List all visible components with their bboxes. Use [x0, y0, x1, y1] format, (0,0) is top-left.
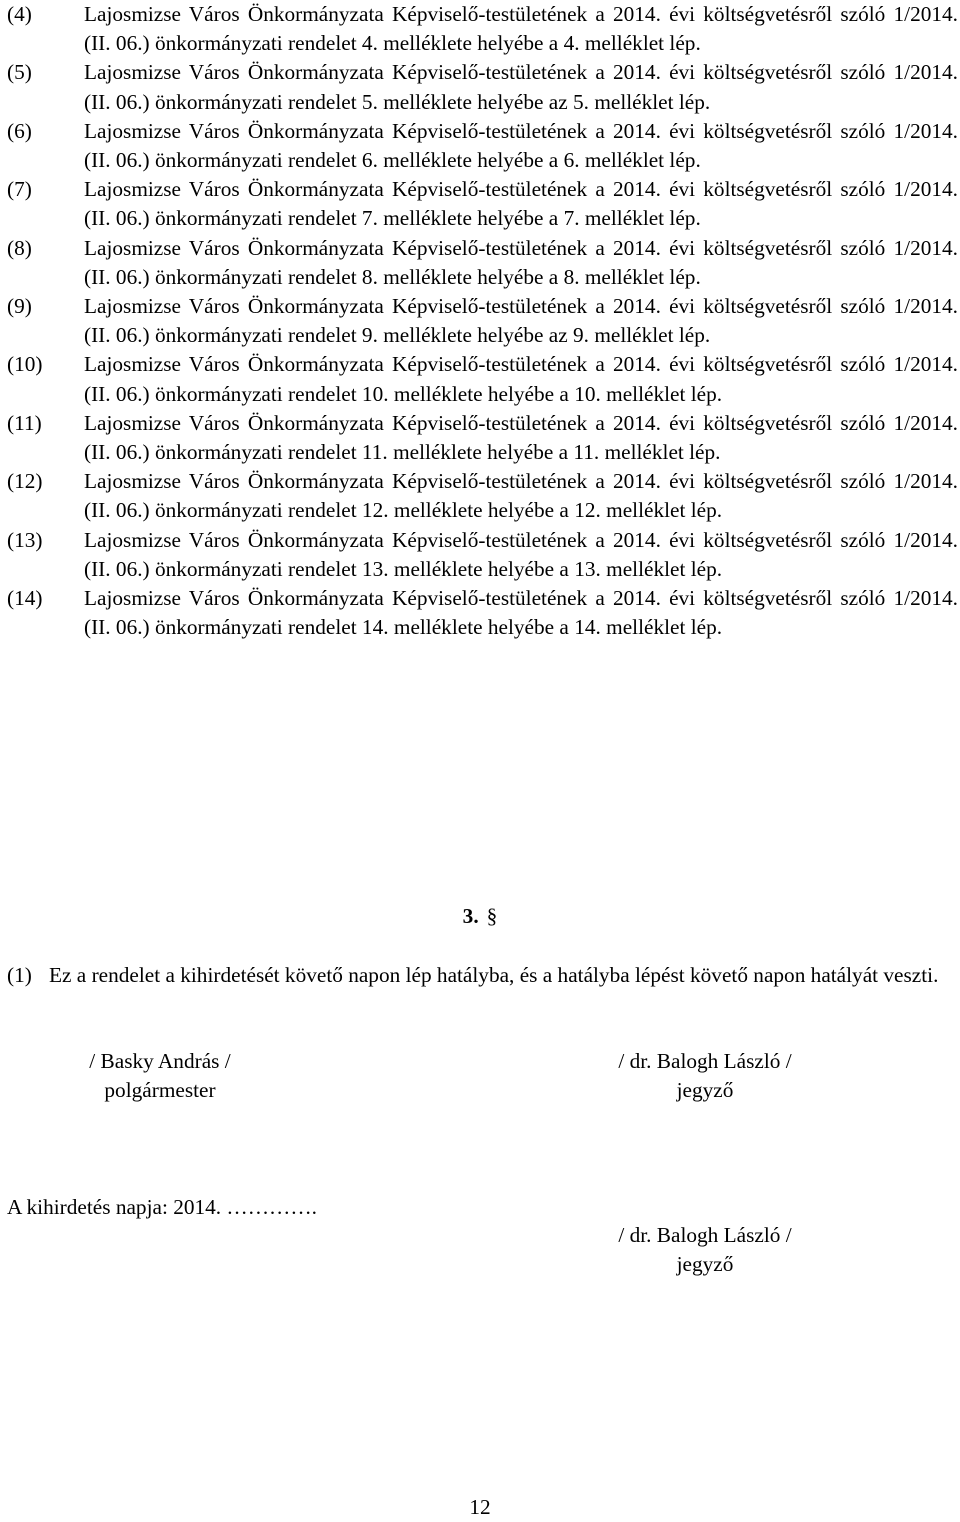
list-item [7, 467, 960, 525]
section-symbol: § [486, 904, 498, 928]
item-number: (4) [7, 2, 32, 26]
paragraph-text: Ez a rendelet a kihirdetését követő napon lép hatályba, és a hatályba lépést követő napon hatályát veszti. [49, 963, 939, 987]
announcement-date: A kihirdetés napja: 2014. …………. [7, 1195, 317, 1219]
item-text: Lajosmizse Város Önkormányzata Képviselő-testületének a 2014. évi költségvetésről szóló 1/2014. (II. 06.) önkormányzati rendelet 9. melléklete helyébe az 9. melléklet lép. [84, 294, 958, 348]
paragraph-number: (1) [7, 963, 32, 987]
footer-notary-signature [585, 1221, 825, 1279]
list-item [7, 234, 960, 292]
list-item [7, 409, 960, 467]
list-item [7, 117, 960, 175]
footer-notary-name: / dr. Balogh László / [618, 1223, 792, 1247]
item-number: (11) [7, 410, 42, 435]
item-text: Lajosmizse Város Önkormányzata Képviselő-testületének a 2014. évi költségvetésről szóló 1/2014. (II. 06.) önkormányzati rendelet 12. melléklete helyébe a 12. melléklet lép. [84, 469, 958, 523]
list-item [7, 526, 960, 584]
amendment-list [7, 0, 960, 642]
item-text: Lajosmizse Város Önkormányzata Képviselő-testületének a 2014. évi költségvetésről szóló 1/2014. (II. 06.) önkormányzati rendelet 11. melléklete helyébe a 11. melléklet lép. [84, 410, 958, 465]
list-item [7, 350, 960, 408]
page-number: 12 [469, 1495, 491, 1519]
item-text: Lajosmizse Város Önkormányzata Képviselő-testületének a 2014. évi költségvetésről szóló 1/2014. (II. 06.) önkormányzati rendelet 10. melléklete helyébe a 10. melléklet lép. [84, 352, 958, 406]
item-text: Lajosmizse Város Önkormányzata Képviselő-testületének a 2014. évi költségvetésről szóló 1/2014. (II. 06.) önkormányzati rendelet 6. melléklete helyébe a 6. melléklet lép. [84, 118, 958, 173]
item-number: (6) [7, 118, 32, 143]
item-number: (12) [7, 469, 43, 494]
list-item [7, 58, 960, 116]
paragraph [7, 961, 960, 990]
section-number: 3. [462, 904, 479, 928]
item-number: (9) [7, 294, 32, 319]
mayor-title: polgármester [104, 1078, 216, 1103]
notary-title: jegyző [676, 1078, 734, 1103]
item-number: (13) [7, 527, 43, 552]
item-text: Lajosmizse Város Önkormányzata Képviselő-testületének a 2014. évi költségvetésről szóló 1/2014. (II. 06.) önkormányzati rendelet 5. melléklete helyébe az 5. melléklet lép. [84, 60, 958, 114]
item-number: (14) [7, 586, 43, 611]
mayor-signature [60, 1047, 260, 1105]
item-number: (8) [7, 235, 32, 260]
list-item [7, 584, 960, 642]
mayor-name: / Basky András / [89, 1049, 231, 1073]
footer-notary-title: jegyző [676, 1252, 734, 1277]
item-text: Lajosmizse Város Önkormányzata Képviselő-testületének a 2014. évi költségvetésről szóló 1/2014. (II. 06.) önkormányzati rendelet 13. melléklete helyébe a 13. melléklet lép. [84, 527, 958, 581]
notary-signature [585, 1047, 825, 1105]
section-heading [0, 902, 960, 931]
item-number: (10) [7, 352, 43, 377]
item-text: Lajosmizse Város Önkormányzata Képviselő-testületének a 2014. évi költségvetésről szóló 1/2014. (II. 06.) önkormányzati rendelet 14. melléklete helyébe a 14. melléklet lép. [84, 586, 958, 640]
item-text: Lajosmizse Város Önkormányzata Képviselő-testületének a 2014. évi költségvetésről szóló 1/2014. (II. 06.) önkormányzati rendelet 7. melléklete helyébe a 7. melléklet lép. [84, 177, 958, 231]
item-number: (5) [7, 60, 32, 85]
item-text: Lajosmizse Város Önkormányzata Képviselő-testületének a 2014. évi költségvetésről szóló 1/2014. (II. 06.) önkormányzati rendelet 8. melléklete helyébe a 8. melléklet lép. [84, 235, 958, 289]
notary-name: / dr. Balogh László / [618, 1049, 792, 1073]
item-number: (7) [7, 177, 32, 202]
list-item [7, 292, 960, 350]
item-text: Lajosmizse Város Önkormányzata Képviselő-testületének a 2014. évi költségvetésről szóló 1/2014. (II. 06.) önkormányzati rendelet 4. melléklete helyébe a 4. melléklet lép. [84, 2, 958, 56]
list-item [7, 0, 960, 58]
list-item [7, 175, 960, 233]
